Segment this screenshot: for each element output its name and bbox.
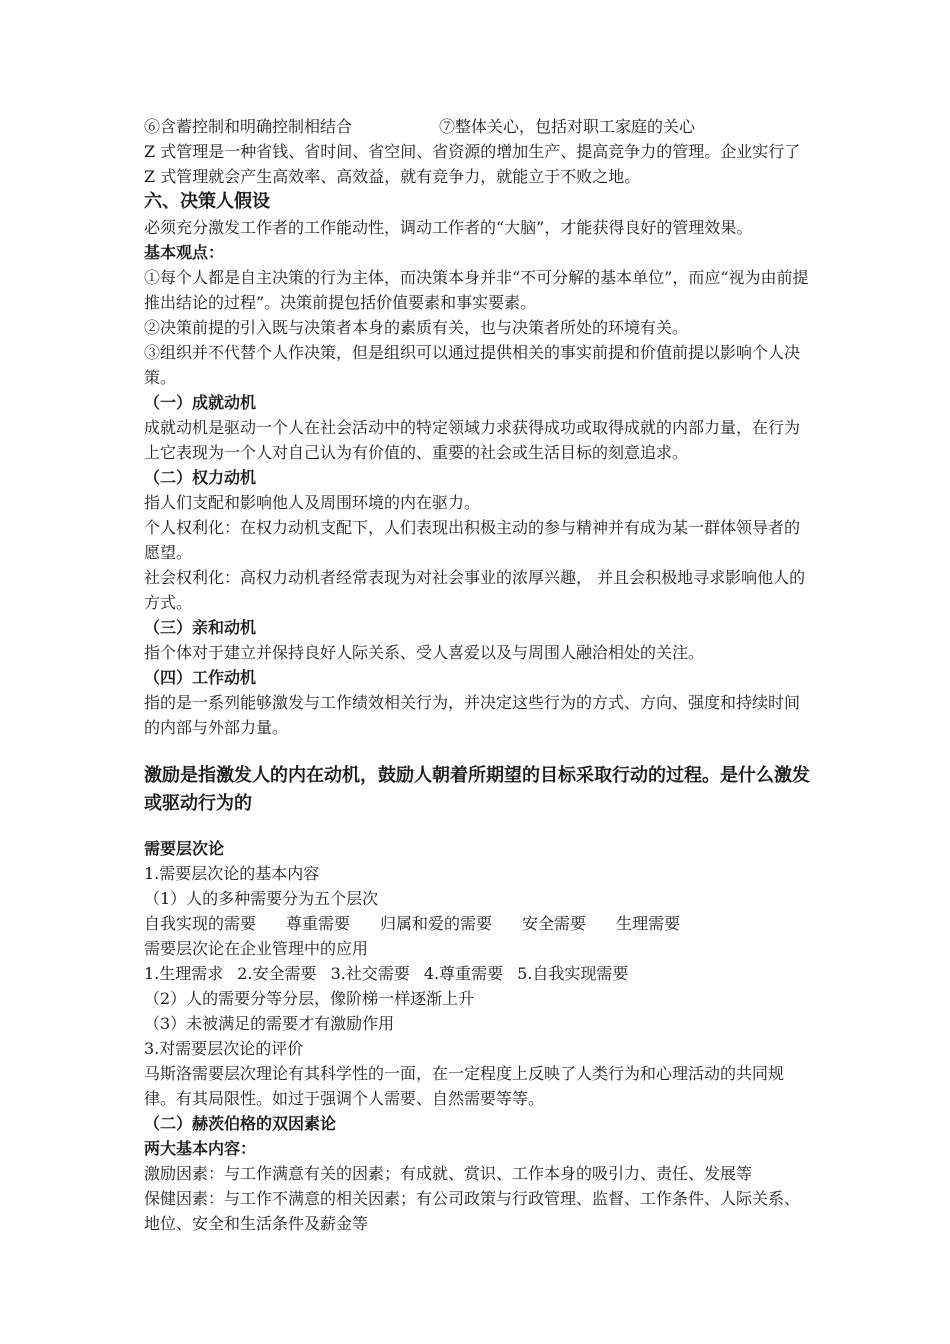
decision-intro: 必须充分激发工作者的工作能动性，调动工作者的“大脑”，才能获得良好的管理效果。 (144, 218, 753, 237)
level-item: 安全需要 (522, 914, 587, 933)
level-item: 生理需要 (616, 914, 681, 933)
z-items-row (144, 114, 814, 139)
affiliation-text: 指个体对于建立并保持良好人际关系、受人喜爱以及与周围人融洽相处的关注。 (144, 643, 705, 662)
decision-point-3: ③组织并不代替个人作决策，但是组织可以通过提供相关的事实前提和价值前提以影响个人决策。 (144, 343, 801, 387)
herzberg-basic-label: 两大基本内容： (144, 1139, 257, 1158)
hierarchy-application-title: 需要层次论在企业管理中的应用 (144, 939, 369, 958)
power-personal: 个人权利化：在权力动机支配下，人们表现出积极主动的参与精神并有成为某一群体领导者的愿望。 (144, 518, 801, 562)
hierarchy-levels (144, 911, 814, 936)
section-heading-decision: 六、决策人假设 (144, 191, 270, 212)
achievement-title: （一）成就动机 (144, 393, 257, 412)
hierarchy-sub-1-1: （1）人的多种需要分为五个层次 (144, 889, 379, 908)
level-item: 归属和爱的需要 (380, 914, 493, 933)
hierarchy-eval-title: 3.对需要层次论的评价 (144, 1039, 304, 1058)
z-summary: Z 式管理是一种省钱、省时间、省空间、省资源的增加生产、提高竞争力的管理。企业实行了 Z 式管理就会产生高效率、高效益，就有竞争力，就能立于不败之地。 (144, 142, 801, 186)
hierarchy-heading: 需要层次论 (144, 839, 225, 858)
power-social: 社会权利化：高权力动机者经常表现为对社会事业的浓厚兴趣， 并且会积极地寻求影响他人的方式。 (144, 568, 806, 612)
decision-point-2: ②决策前提的引入既与决策者本身的素质有关，也与决策者所处的环境有关。 (144, 318, 689, 337)
work-text: 指的是一系列能够激发与工作绩效相关行为，并决定这些行为的方式、方向、强度和持续时间的内部与外部力量。 (144, 693, 801, 737)
motivation-definition: 激励是指激发人的内在动机，鼓励人朝着所期望的目标采取行动的过程。是什么激发或驱动行为的 (144, 765, 810, 814)
power-text: 指人们支配和影响他人及周围环境的内在驱力。 (144, 493, 481, 512)
app-level-item: 3.社交需要 (330, 964, 410, 983)
herzberg-title: （二）赫茨伯格的双因素论 (144, 1114, 337, 1133)
z-item-6: ⑥含蓄控制和明确控制相结合 (144, 117, 353, 136)
hierarchy-application-levels (144, 961, 814, 986)
hierarchy-eval-text: 马斯洛需要层次理论有其科学性的一面，在一定程度上反映了人类行为和心理活动的共同规律。有其局限性。如过于强调个人需要、自然需要等等。 (144, 1064, 785, 1108)
level-item: 尊重需要 (286, 914, 351, 933)
hierarchy-point-2: （2）人的需要分等分层，像阶梯一样逐渐上升 (144, 989, 475, 1008)
decision-point-1: ①每个人都是自主决策的行为主体，而决策本身并非“不可分解的基本单位”，而应“视为由前提推出结论的过程”。决策前提包括价值要素和事实要素。 (144, 268, 809, 312)
app-level-item: 2.安全需要 (237, 964, 317, 983)
achievement-text: 成就动机是驱动一个人在社会活动中的特定领域力求获得成功或取得成就的内部力量，在行为上它表现为一个人对自己认为有价值的、重要的社会或生活目标的刻意追求。 (144, 418, 801, 462)
app-level-item: 1.生理需求 (144, 964, 224, 983)
power-title: （二）权力动机 (144, 468, 257, 487)
work-title: （四）工作动机 (144, 668, 257, 687)
document-page (144, 114, 814, 1236)
basic-views-label: 基本观点： (144, 243, 225, 262)
affiliation-title: （三）亲和动机 (144, 618, 257, 637)
app-level-item: 4.尊重需要 (423, 964, 504, 983)
app-level-item: 5.自我实现需要 (517, 964, 629, 983)
hierarchy-point-3: （3）未被满足的需要才有激励作用 (144, 1014, 395, 1033)
hierarchy-sub-1: 1.需要层次论的基本内容 (144, 864, 320, 883)
herzberg-motivators: 激励因素：与工作满意有关的因素；有成就、赏识、工作本身的吸引力、责任、发展等 (144, 1164, 753, 1183)
level-item: 自我实现的需要 (144, 914, 257, 933)
z-item-7: ⑦整体关心，包括对职工家庭的关心 (439, 117, 696, 136)
herzberg-hygiene: 保健因素：与工作不满意的相关因素；有公司政策与行政管理、监督、工作条件、人际关系、地位、安全和生活条件及薪金等 (144, 1189, 801, 1233)
